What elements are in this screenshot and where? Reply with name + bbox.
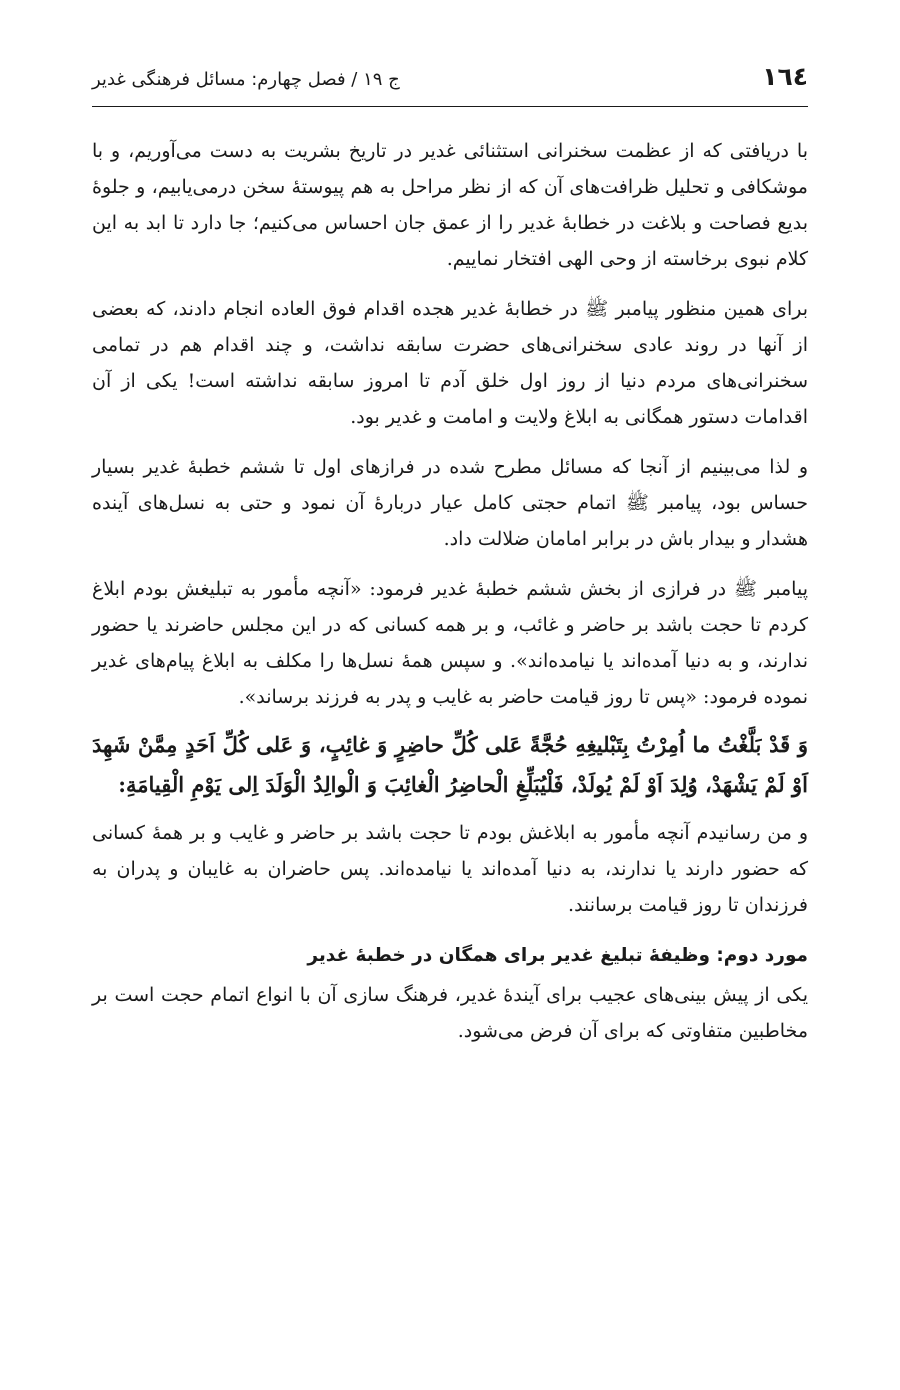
- page-body: [92, 133, 808, 1049]
- arabic-hadith-quote: وَ قَدْ بَلَّغْتُ ما اُمِرْتُ بِتَبْليغِهِ حُجَّةً عَلى كُلِّ حاضِرٍ وَ غائِبٍ، وَ عَلى كُلِّ اَحَدٍ مِمَّنْ شَهِدَ اَوْ لَمْ يَشْهَدْ، وُلِدَ اَوْ لَمْ يُولَدْ، فَلْيُبَلِّغِ الْحاضِرُ الْغائِبَ وَ الْوالِدُ الْوَلَدَ اِلى يَوْمِ الْقِيامَةِ:: [92, 732, 808, 797]
- paragraph-2: برای همین منظور پیامبر ﷺ در خطابهٔ غدیر هجده اقدام فوق العاده انجام دادند، که بعضی از آنها در روند عادی سخنرانی‌های حضرت سابقه نداشت، و چند اقدام هم در تمامی سخنرانی‌های مردم دنیا از روز اول خلق آدم تا امروز سابقه نداشته است! یکی از آن اقدامات دستور همگانی به ابلاغ ولایت و امامت و غدیر بود.: [92, 298, 808, 428]
- paragraph-4: پیامبر ﷺ در فرازی از بخش ششم خطبهٔ غدیر فرمود: «آنچه مأمور به تبلیغش بودم ابلاغ کردم تا حجت باشد بر حاضر و غائب، و بر همه کسانی که در این مجلس حاضرند یا حضور ندارند، و به دنیا آمده‌اند یا نیامده‌اند». و سپس همهٔ نسل‌ها را مکلف به ابلاغ پیام‌های غدیر نموده فرمود: «پس تا روز قیامت حاضر به غایب و پدر به فرزند برساند».: [92, 578, 808, 708]
- hadith-translation: و من رسانیدم آنچه مأمور به ابلاغش بودم تا حجت باشد بر حاضر و غایب و بر همهٔ کسانی که حضور دارند یا ندارند، به دنیا آمده‌اند یا نیامده‌اند. پس حاضران به غایبان و پدران به فرزندان تا روز قیامت برسانند.: [92, 822, 808, 916]
- book-page: [92, 62, 808, 1063]
- running-header: [92, 62, 808, 107]
- paragraph-1: با دریافتی که از عظمت سخنرانی استثنائی غدیر در تاریخ بشریت به دست می‌آوریم، و با موشکافی و تحلیل ظرافت‌های آن که از نظر مراحل به هم پیوستهٔ سخن درمی‌یابیم، و جلوهٔ بدیع فصاحت و بلاغت در خطابهٔ غدیر را از عمق جان احساس می‌کنیم؛ جا دارد تا ابد به این کلام نبوی برخاسته از وحی الهی افتخار نماییم.: [92, 140, 808, 270]
- section-heading: مورد دوم: وظیفهٔ تبلیغ غدیر برای همگان در خطبهٔ غدیر: [307, 945, 808, 966]
- running-title: ج ١٩ / فصل چهارم: مسائل فرهنگی غدیر: [92, 69, 400, 90]
- paragraph-3: و لذا می‌بینیم از آنجا که مسائل مطرح شده در فرازهای اول تا ششم خطبهٔ غدیر بسیار حساس بود، پیامبر ﷺ اتمام حجتی کامل عیار دربارهٔ آن نمود و حتی به نسل‌های آینده هشدار و بیدار باش در برابر امامان ضلالت داد.: [92, 456, 808, 550]
- page-number: ١٦٤: [762, 62, 808, 91]
- section-paragraph: یکی از پیش بینی‌های عجیب برای آیندهٔ غدیر، فرهنگ سازی آن با انواع اتمام حجت است بر مخاطبین متفاوتی که برای آن فرض می‌شود.: [92, 984, 808, 1042]
